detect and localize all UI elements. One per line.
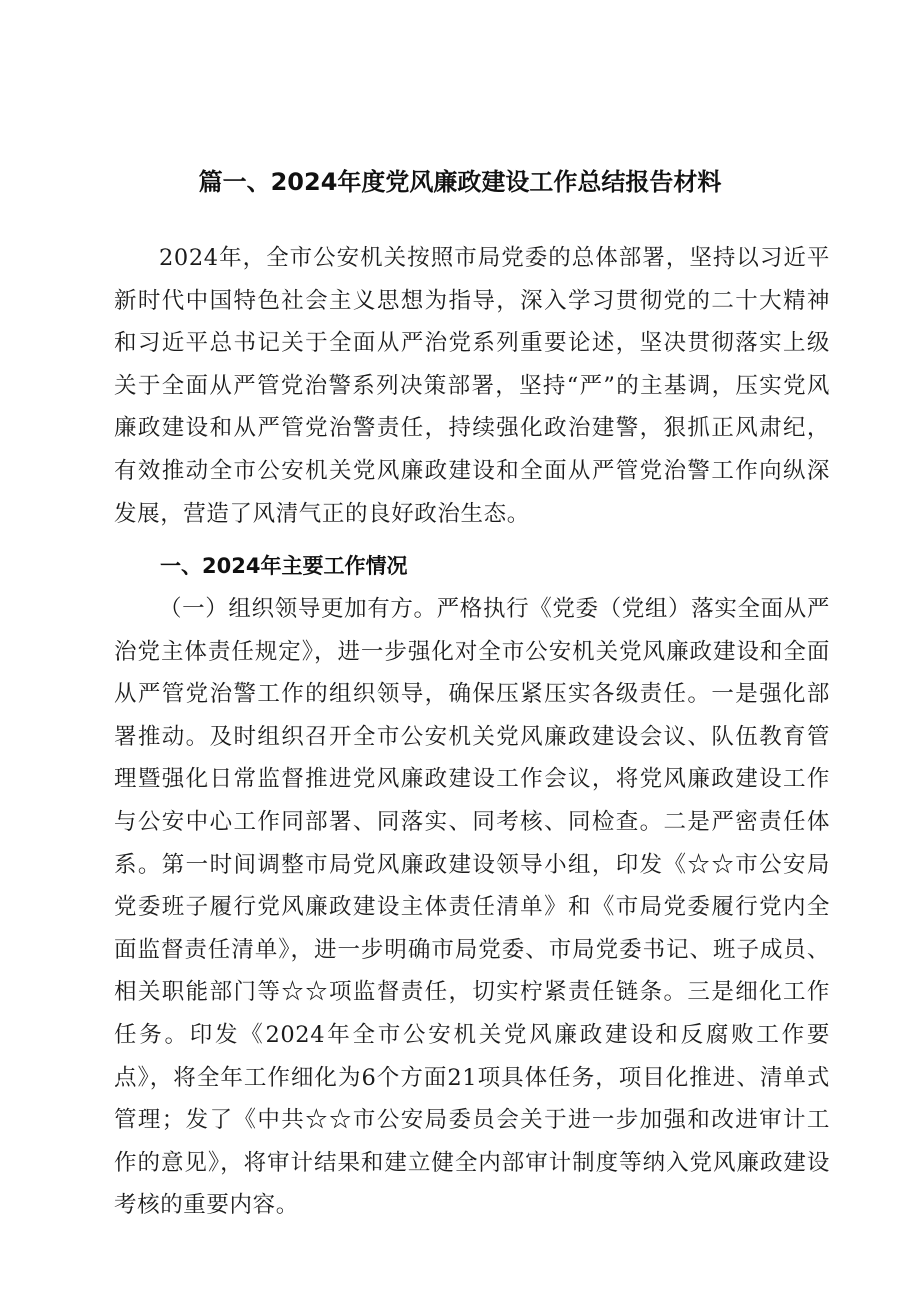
document-title: 篇一、2024年度党风廉政建设工作总结报告材料 — [198, 168, 722, 197]
intro-paragraph: 2024年，全市公安机关按照市局党委的总体部署，坚持以习近平新时代中国特色社会主义思想为指导，深入学习贯彻党的二十大精神和习近平总书记关于全面从严治党系列重要论述，坚决贯彻落实上级关于全面从严管党治警系列决策部署，坚持“严”的主基调，压实党风廉政建设和从严管党治警责任，持续强化政治建警，狠抓正风肃纪，有效推动全市公安机关党风廉政建设和全面从严管党治警工作向纵深发展，营造了风清气正的良好政治生态。 — [114, 245, 830, 527]
section-heading: 一、2024年主要工作情况 — [160, 554, 408, 578]
section-paragraph: （一）组织领导更加有方。严格执行《党委（党组）落实全面从严治党主体责任规定》，进一步强化对全市公安机关党风廉政建设和全面从严管党治警工作的组织领导，确保压紧压实各级责任。一是强化部署推动。及时组织召开全市公安机关党风廉政建设会议、队伍教育管理暨强化日常监督推进党风廉政建设工作会议，将党风廉政建设工作与公安中心工作同部署、同落实、同考核、同检查。二是严密责任体系。第一时间调整市局党风廉政建设领导小组，印发《☆☆市公安局党委班子履行党风廉政建设主体责任清单》和《市局党委履行党内全面监督责任清单》，进一步明确市局党委、市局党委书记、班子成员、相关职能部门等☆☆项监督责任，切实柠紧责任链条。三是细化工作任务。印发《2024年全市公安机关党风廉政建设和反腐败工作要点》，将全年工作细化为6个方面21项具体任务，项目化推进、清单式管理；发了《中共☆☆市公安局委员会关于进一步加强和改进审计工作的意见》，将审计结果和建立健全内部审计制度等纳入党风廉政建设考核的重要内容。 — [114, 596, 830, 1219]
